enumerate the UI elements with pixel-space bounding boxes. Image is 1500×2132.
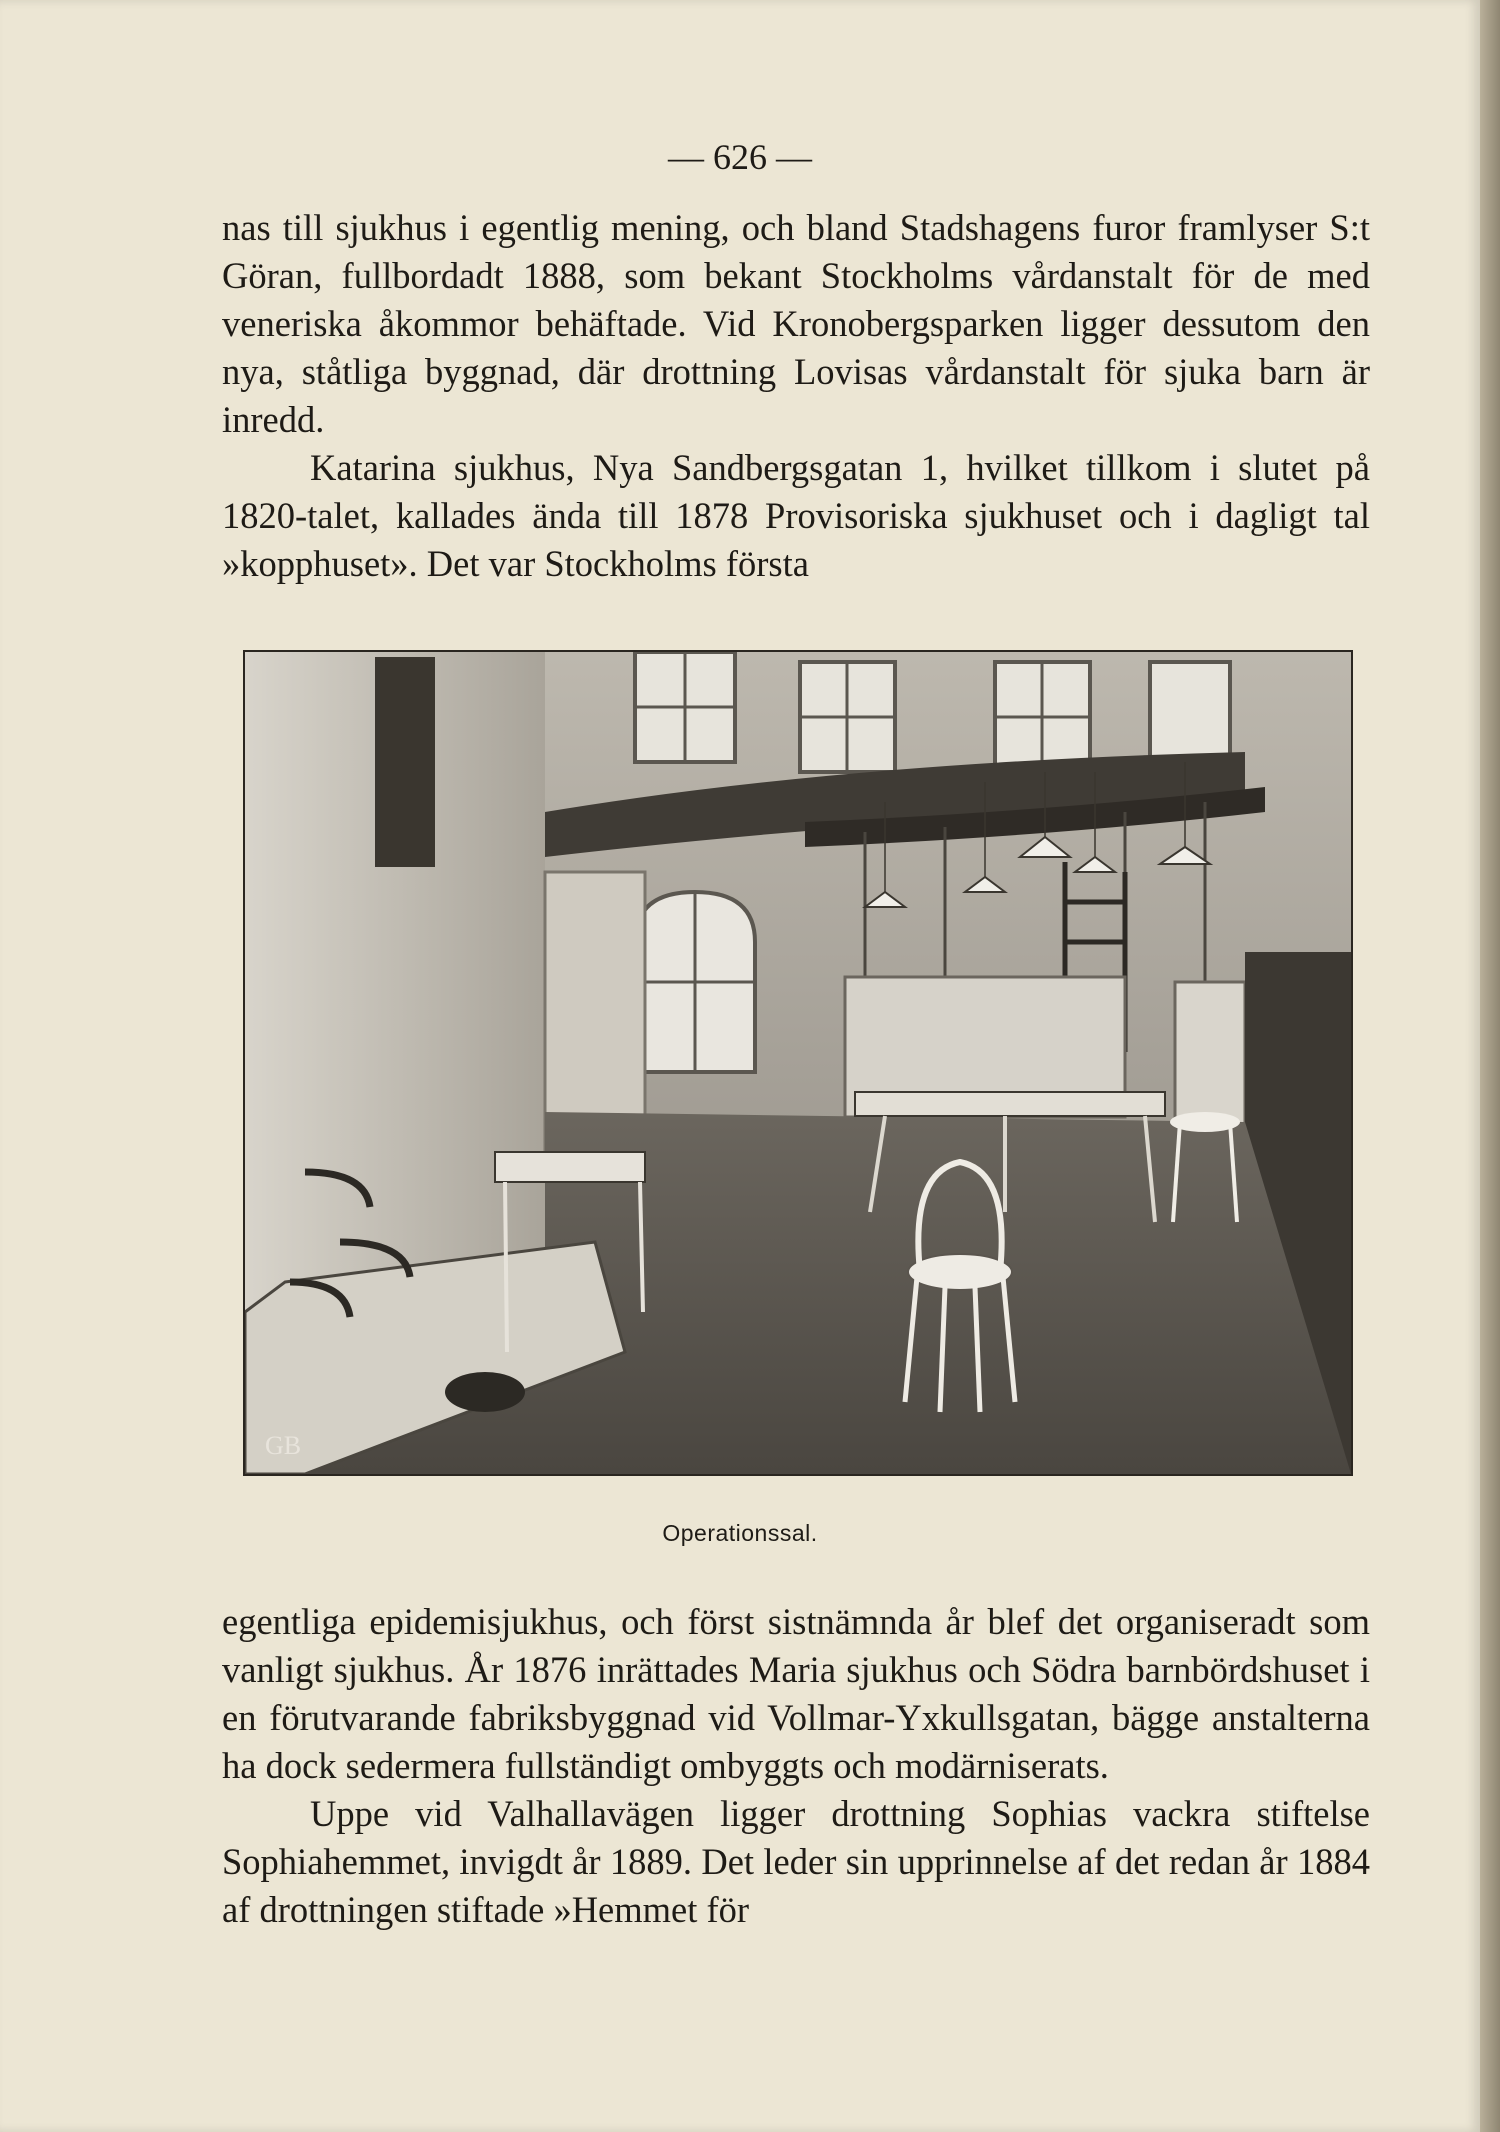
- paragraph-continued: nas till sjukhus i egentlig mening, och bland Stadshagens furor framlyser S:t Göran, fullbordadt 1888, som bekant Stockholms vårdanstalt för de med veneriska åkommor behäftade. Vid Kronobergsparken ligger dessutom den nya, ståtliga byggnad, där drottning Lovisas vårdanstalt för sjuka barn är inredd.: [222, 207, 1370, 440]
- lower-text-block: [222, 1598, 1370, 1934]
- paragraph-sophiahemmet: Uppe vid Valhallavägen ligger drottning Sophias vackra stiftelse Sophiahemmet, invigdt år 1889. Det leder sin upprinnelse af det redan år 1884 af drottningen stiftade »Hemmet för: [222, 1793, 1370, 1930]
- paragraph-epidemisjukhus: egentliga epidemisjukhus, och först sistnämnda år blef det organiseradt som vanligt sjukhus. År 1876 inrättades Maria sjukhus och Södra barnbördshuset i en förutvarande fabriksbyggnad vid Vollmar-Yxkullsgatan, bägge anstalterna ha dock sedermera fullständigt ombyggts och modärniserats.: [222, 1601, 1370, 1786]
- operating-room-photo: [243, 650, 1353, 1476]
- photo-monogram: GB: [265, 1431, 302, 1460]
- paragraph-katarina: Katarina sjukhus, Nya Sandbergsgatan 1, hvilket tillkom i slutet på 1820-talet, kallades ända till 1878 Provisoriska sjukhuset och i dagligt tal »kopphuset». Det var Stockholms första: [222, 447, 1370, 584]
- page-number: — 626 —: [668, 137, 812, 177]
- figure-caption: Operationssal.: [662, 1520, 818, 1546]
- page-edge: [1480, 0, 1500, 2132]
- upper-text-block: [222, 204, 1370, 588]
